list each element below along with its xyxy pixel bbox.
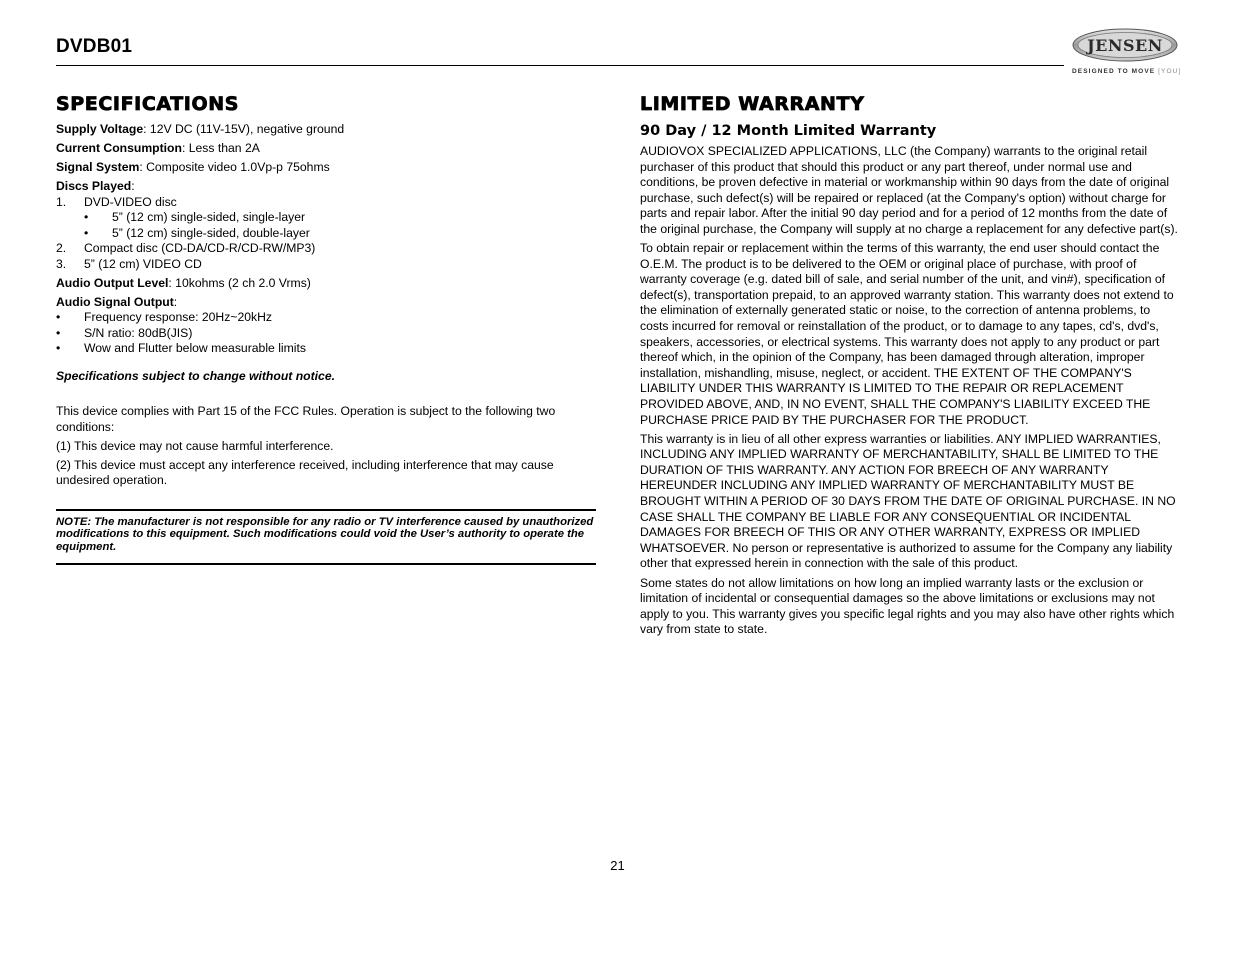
warranty-section (640, 92, 1180, 641)
specifications-section (56, 92, 596, 565)
fcc-statement (56, 404, 596, 489)
warranty-title: LIMITED WARRANTY (640, 93, 865, 115)
tagline-you: [YOU] (1158, 68, 1182, 75)
warranty-paragraph: AUDIOVOX SPECIALIZED APPLICATIONS, LLC (the Company) warrants to the original retail purchaser of this product that should this product or any part thereof, under normal use and conditions, be proven defective in material or workmanship within 90 days from the date of original purchase, such defect(s) will be repaired or replaced (at the Company's option) without charge for parts and repair labor. After the initial 90 day period and for a period of 12 months from the date of the original purchase, the Company will supply at no charge a replacement for any defective part(s). (640, 144, 1178, 236)
list-item: 2. Compact disc (CD-DA/CD-R/CD-RW/MP3) (56, 241, 316, 255)
list-item: • 5” (12 cm) single-sided, single-layer (84, 210, 306, 224)
manufacturer-note: NOTE: The manufacturer is not responsible for any radio or TV interference caused by unauthorized modifications to this equipment. Such modifications could void the User’s authority to operate the equipment. (56, 509, 596, 566)
warranty-body (640, 144, 1180, 638)
list-item: • Frequency response: 20Hz~20kHz (56, 310, 272, 324)
model-name: DVDB01 (56, 36, 133, 57)
warranty-paragraph: To obtain repair or replacement within the terms of this warranty, the end user should contact the O.E.M. The product is to be delivered to the OEM or original place of purchase, with proof of warranty coverage (e.g. dated bill of sale, and serial number of the unit, and vin#), specification of defect(s), transportation prepaid, to an approved warranty station. This warranty does not extend to the elimination of externally generated static or noise, to the correction of antenna problems, to costs incurred for removal or reinstallation of the product, or to damage to any tapes, cd's, dvd's, speakers, accessories, or electrical systems. This warranty does not apply to any product or part thereof which, in the opinion of the Company, has been damaged through alteration, improper installation, mishandling, misuse, neglect, or accident. THE EXTENT OF THE COMPANY'S LIABILITY UNDER THIS WARRANTY IS LIMITED TO THE REPAIR OR REPLACEMENT PROVIDED ABOVE, AND, IN NO EVENT, SHALL THE COMPANY'S LIABILITY EXCEED THE PURCHASE PRICE PAID BY THE PURCHASER FOR THE PRODUCT. (640, 241, 1174, 427)
page-number: 21 (610, 858, 625, 873)
warranty-paragraph: This warranty is in lieu of all other express warranties or liabilities. ANY IMPLIED WARRANTIES, INCLUDING ANY IMPLIED WARRANTY OF MERCHANTABILITY, SHALL BE LIMITED TO THE DURATION OF THIS WARRANTY. ANY ACTION FOR BREECH OF ANY WARRANTY HEREUNDER INCLUDING ANY IMPLIED WARRANTY OF MERCHANTABILITY MUST BE BROUGHT WITHIN A PERIOD OF 30 DAYS FROM THE DATE OF ORIGINAL PURCHASE. IN NO CASE SHALL THE COMPANY BE LIABLE FOR ANY CONSEQUENTIAL OR INCIDENTAL DAMAGES FOR BREECH OF THIS OR ANY OTHER WARRANTY, EXPRESS OR IMPLIED WHATSOEVER. No person or representative is authorized to assume for the Company any liability other that expressed herein in connection with the sale of this product. (640, 431, 1176, 571)
tagline-main: DESIGNED TO MOVE (1072, 68, 1156, 75)
header-rule (56, 65, 1064, 66)
current-consumption: Current Consumption: Less than 2A (56, 141, 260, 155)
tagline (1072, 68, 1181, 75)
signal-system: Signal System: Composite video 1.0Vp-p 75ohms (56, 160, 330, 174)
specifications-body (56, 122, 596, 565)
warranty-paragraph: Some states do not allow limitations on how long an implied warranty lasts or the exclusion or limitation of incidental or consequential damages so the above limitations or exclusions may not apply to you. This warranty gives you specific legal rights and you may also have other rights which vary from state to state. (640, 575, 1175, 637)
discs-list (56, 195, 596, 273)
list-item: 3. 5” (12 cm) VIDEO CD (56, 256, 202, 271)
specifications-title: SPECIFICATIONS (56, 93, 239, 115)
list-item: • Wow and Flutter below measurable limits (56, 341, 306, 355)
discs-played: Discs Played: (56, 179, 135, 193)
list-item: • 5” (12 cm) single-sided, double-layer (84, 225, 310, 240)
svg-text:JENSEN: JENSEN (1087, 36, 1163, 55)
list-item: • S/N ratio: 80dB(JIS) (56, 325, 193, 340)
list-item: 1. DVD-VIDEO disc (56, 194, 177, 209)
change-notice: Specifications subject to change without notice. (56, 368, 335, 383)
fcc-paragraph: This device complies with Part 15 of the FCC Rules. Operation is subject to the following two conditions: (56, 404, 556, 434)
audio-output-level: Audio Output Level: 10kohms (2 ch 2.0 Vrms) (56, 275, 311, 290)
supply-voltage: Supply Voltage: 12V DC (11V-15V), negative ground (56, 122, 345, 136)
warranty-subtitle: 90 Day / 12 Month Limited Warranty (640, 123, 937, 139)
fcc-paragraph: (1) This device may not cause harmful interference. (56, 438, 334, 453)
audio-signal-output: Audio Signal Output: (56, 294, 178, 309)
audio-list (56, 310, 596, 357)
fcc-paragraph: (2) This device must accept any interference received, including interference that may cause undesired operation. (56, 457, 554, 487)
